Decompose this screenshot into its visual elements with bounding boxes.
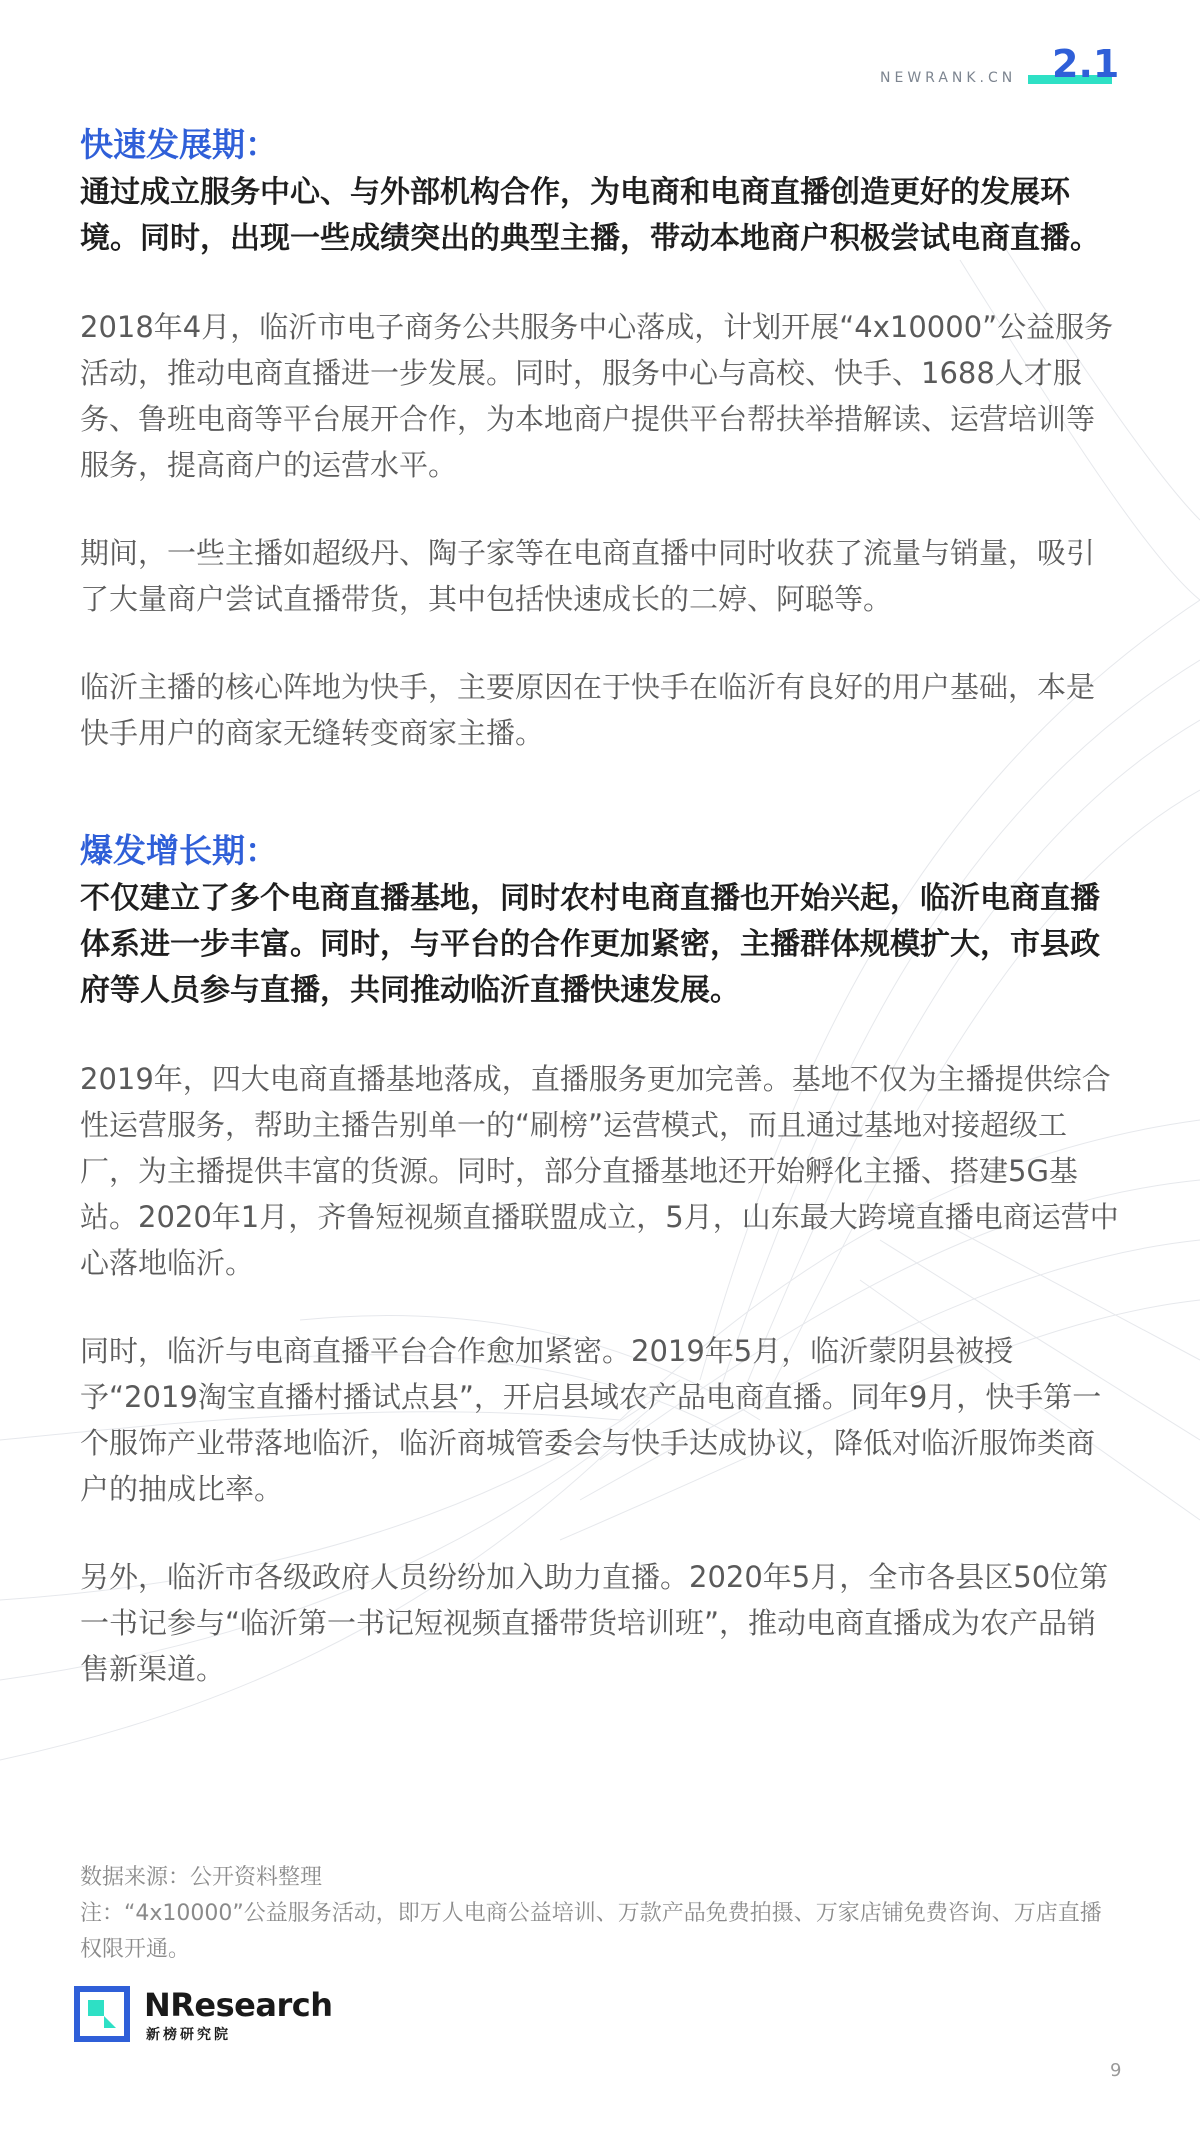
section-lead-explosive: 不仅建立了多个电商直播基地，同时农村电商直播也开始兴起，临沂电商直播体系进一步丰富。同时，与平台的合作更加紧密，主播群体规模扩大，市县政府等人员参与直播，共同推动临沂直播快速发展。 [80, 881, 1100, 1008]
paragraph: 另外，临沂市各级政府人员纷纷加入助力直播。2020年5月，全市各县区50位第一书记参与“临沂第一书记短视频直播带货培训班”，推动电商直播成为农产品销售新渠道。 [80, 1560, 1109, 1686]
nresearch-logo-icon [74, 1986, 130, 2042]
main-content [80, 120, 1120, 1692]
footnotes [80, 1860, 1120, 1968]
explanatory-note: 注：“4x10000”公益服务活动，即万人电商公益培训、万款产品免费拍摄、万家店铺免费咨询、万店直播权限开通。 [80, 1901, 1102, 1962]
page-number: 9 [1110, 2060, 1122, 2081]
paragraph: 期间，一些主播如超级丹、陶子家等在电商直播中同时收获了流量与销量，吸引了大量商户尝试直播带货，其中包括快速成长的二婷、阿聪等。 [80, 536, 1096, 616]
section-number: 2.1 [1052, 42, 1120, 86]
paragraph: 2018年4月，临沂市电子商务公共服务中心落成，计划开展“4x10000”公益服务活动，推动电商直播进一步发展。同时，服务中心与高校、快手、1688人才服务、鲁班电商等平台展开合作，为本地商户提供平台帮扶举措解读、运营培训等服务，提高商户的运营水平。 [80, 310, 1114, 482]
section-title-explosive: 爆发增长期： [80, 831, 278, 870]
paragraph: 2019年，四大电商直播基地落成，直播服务更加完善。基地不仅为主播提供综合性运营服务，帮助主播告别单一的“刷榜”运营模式，而且通过基地对接超级工厂，为主播提供丰富的货源。同时，部分直播基地还开始孵化主播、搭建5G基站。2020年1月，齐鲁短视频直播联盟成立，5月，山东最大跨境直播电商运营中心落地临沂。 [80, 1062, 1119, 1280]
site-url: NEWRANK.CN [880, 70, 1017, 86]
paragraph: 临沂主播的核心阵地为快手，主要原因在于快手在临沂有良好的用户基础，本是快手用户的商家无缝转变商家主播。 [80, 670, 1096, 750]
nresearch-logo [74, 1986, 334, 2046]
data-source-note: 数据来源：公开资料整理 [80, 1865, 323, 1890]
section-title-rapid: 快速发展期： [80, 125, 278, 164]
brand-subtitle: 新榜研究院 [146, 2027, 231, 2043]
section-lead-rapid: 通过成立服务中心、与外部机构合作，为电商和电商直播创造更好的发展环境。同时，出现一些成绩突出的典型主播，带动本地商户积极尝试电商直播。 [80, 175, 1100, 256]
brand-name: NResearch [144, 1986, 333, 2024]
paragraph: 同时，临沂与电商直播平台合作愈加紧密。2019年5月，临沂蒙阴县被授予“2019淘宝直播村播试点县”，开启县域农产品电商直播。同年9月，快手第一个服饰产业带落地临沂，临沂商城管委会与快手达成协议，降低对临沂服饰类商户的抽成比率。 [80, 1334, 1102, 1506]
